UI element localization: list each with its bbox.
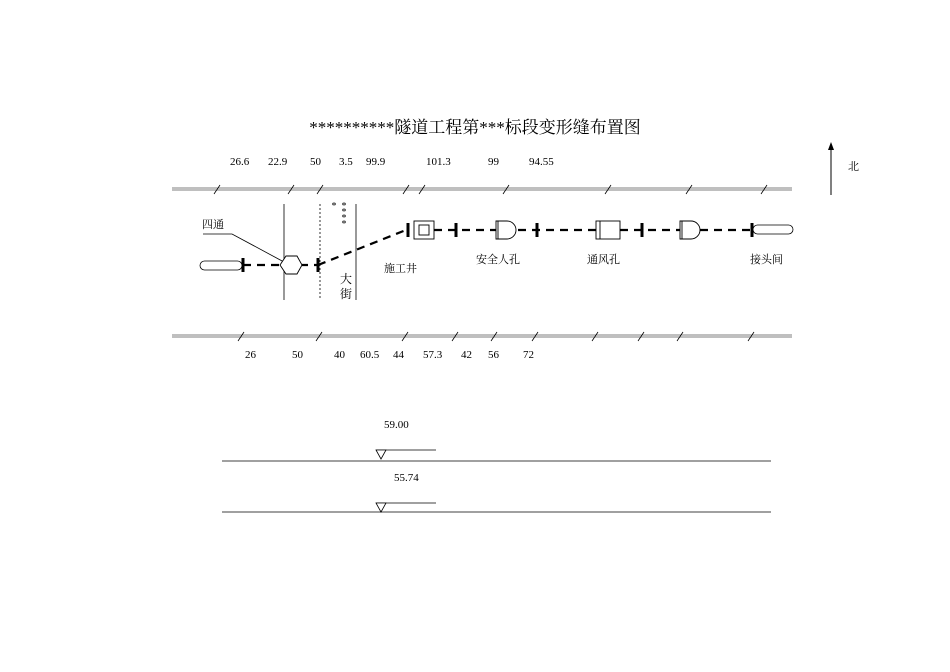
bottom-number: 56 xyxy=(488,349,499,361)
top-number: 99 xyxy=(488,156,499,168)
manhole-2-icon xyxy=(680,221,700,239)
top-tick-marks xyxy=(214,185,767,194)
elevation-value: 59.00 xyxy=(384,419,409,431)
top-number: 3.5 xyxy=(339,156,353,168)
top-number: 94.55 xyxy=(529,156,554,168)
start-joint-room-icon xyxy=(200,261,242,270)
street-name-stars: * xyxy=(331,201,337,212)
elevation-line-2 xyxy=(222,503,771,512)
sitong-label: 四通 xyxy=(202,219,224,231)
top-number: 99.9 xyxy=(366,156,386,168)
manhole-icon xyxy=(496,221,516,239)
shaft-label: 施工井 xyxy=(384,263,417,275)
bottom-number: 50 xyxy=(292,349,303,361)
street-label-char: 街 xyxy=(339,287,352,301)
bottom-tick-marks xyxy=(238,332,754,341)
bottom-number: 60.5 xyxy=(360,349,380,361)
street-name-stars: **** xyxy=(341,201,347,230)
top-number: 22.9 xyxy=(268,156,288,168)
bottom-number: 26 xyxy=(245,349,256,361)
bottom-number: 42 xyxy=(461,349,472,361)
joint-room-icon xyxy=(753,225,793,234)
elevation-line-1 xyxy=(222,450,771,461)
top-number: 26.6 xyxy=(230,156,250,168)
north-label: 北 xyxy=(848,161,859,173)
top-number: 101.3 xyxy=(426,156,451,168)
manhole-label: 安全人孔 xyxy=(476,254,520,266)
north-arrow-icon xyxy=(828,142,834,195)
bottom-number: 40 xyxy=(334,349,345,361)
shaft-icon xyxy=(414,221,434,239)
sitong-leader-line xyxy=(203,234,284,262)
elevation-value: 55.74 xyxy=(394,472,419,484)
bottom-number: 57.3 xyxy=(423,349,443,361)
vent-label: 通风孔 xyxy=(587,254,620,266)
sitong-node-icon xyxy=(280,256,302,274)
vent-icon xyxy=(596,221,620,239)
bottom-number: 72 xyxy=(523,349,534,361)
joint-room-label: 接头间 xyxy=(750,254,783,266)
bottom-boundary-line xyxy=(172,335,792,337)
bottom-number: 44 xyxy=(393,349,404,361)
street-label-char: 大 xyxy=(339,272,352,286)
top-number: 50 xyxy=(310,156,321,168)
drawing-title: **********隧道工程第***标段变形缝布置图 xyxy=(309,118,641,137)
top-boundary-line xyxy=(172,188,792,190)
